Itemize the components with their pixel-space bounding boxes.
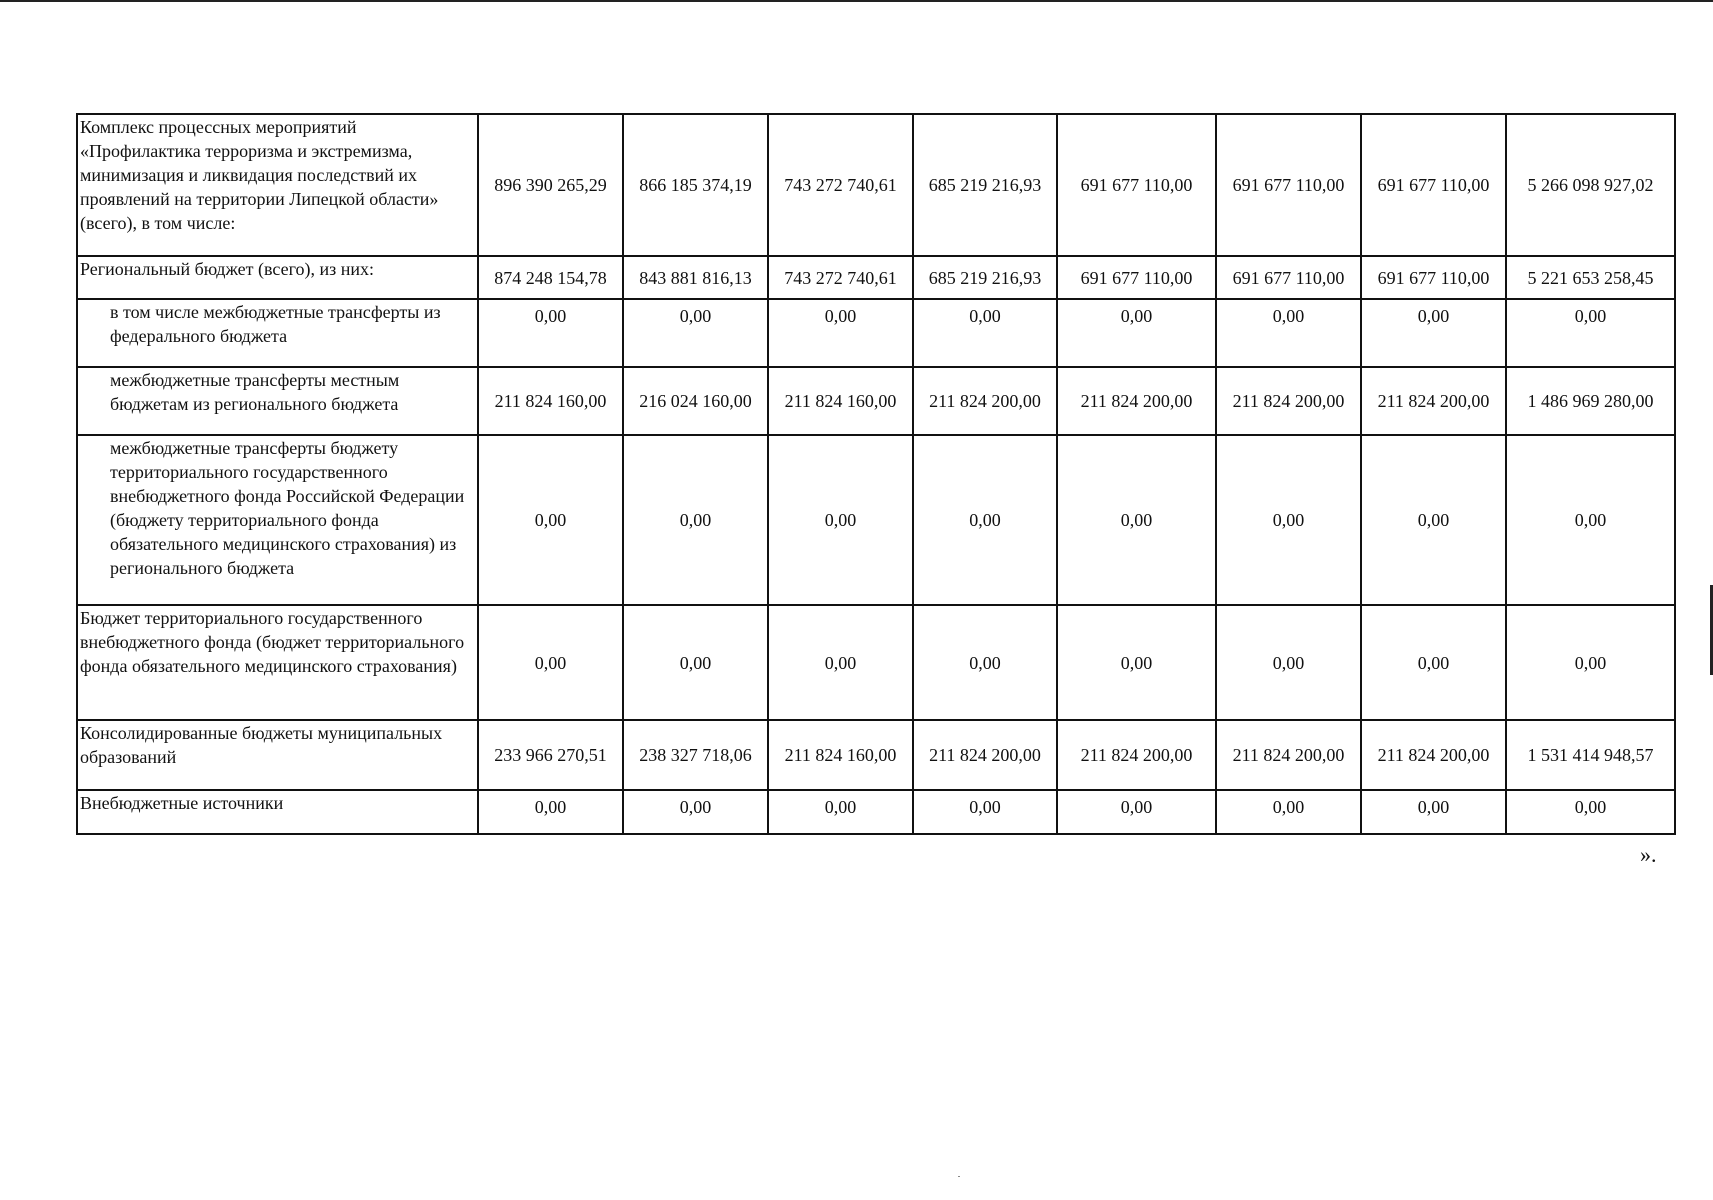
value-cell: 0,00 [1057,435,1216,605]
value-cell: 691 677 110,00 [1216,114,1361,256]
value-cell: 0,00 [623,435,768,605]
value-cell: 0,00 [478,605,623,720]
value-cell: 896 390 265,29 [478,114,623,256]
value-cell: 691 677 110,00 [1216,256,1361,299]
value-cell: 743 272 740,61 [768,114,913,256]
value-cell: 0,00 [623,299,768,367]
value-cell: 1 486 969 280,00 [1506,367,1675,435]
value-cell: 0,00 [1216,299,1361,367]
value-cell: 843 881 816,13 [623,256,768,299]
value-cell: 211 824 160,00 [768,367,913,435]
value-cell: 211 824 200,00 [1361,720,1506,790]
row-label: Комплекс процессных мероприятий «Профилактика терроризма и экстремизма, минимизация и ликвидация последствий их проявлений на территории Липецкой области» (всего), в том числе: [77,114,478,256]
value-cell: 211 824 160,00 [768,720,913,790]
value-cell: 5 266 098 927,02 [1506,114,1675,256]
table-row-municipal-budgets [77,720,1675,790]
value-cell: 211 824 160,00 [478,367,623,435]
value-cell: 211 824 200,00 [1216,367,1361,435]
value-cell: 0,00 [768,299,913,367]
row-label: межбюджетные трансферты бюджету территориального государственного внебюджетного фонда Российской Федерации (бюджету территориального фонда обязательного медицинского страхования) из регионального бюджета [77,435,478,605]
value-cell: 0,00 [1361,790,1506,834]
value-cell: 0,00 [913,299,1057,367]
value-cell: 691 677 110,00 [1057,114,1216,256]
scan-speck [958,1176,960,1177]
budget-table [76,113,1676,835]
table-row-federal-transfers [77,299,1675,367]
value-cell: 0,00 [1361,605,1506,720]
value-cell: 0,00 [913,435,1057,605]
value-cell: 0,00 [768,605,913,720]
value-cell: 0,00 [1216,605,1361,720]
value-cell: 0,00 [768,790,913,834]
row-label: Региональный бюджет (всего), из них: [77,256,478,299]
value-cell: 691 677 110,00 [1361,114,1506,256]
value-cell: 1 531 414 948,57 [1506,720,1675,790]
value-cell: 0,00 [1506,790,1675,834]
value-cell: 0,00 [1057,605,1216,720]
value-cell: 211 824 200,00 [1361,367,1506,435]
value-cell: 216 024 160,00 [623,367,768,435]
closing-quote: ». [1640,842,1657,867]
value-cell: 866 185 374,19 [623,114,768,256]
table-row-regional-budget [77,256,1675,299]
row-label: в том числе межбюджетные трансферты из федерального бюджета [77,299,478,367]
value-cell: 685 219 216,93 [913,256,1057,299]
value-cell: 0,00 [478,790,623,834]
value-cell: 0,00 [623,790,768,834]
value-cell: 211 824 200,00 [1216,720,1361,790]
scan-top-edge [0,0,1713,2]
table-row-fund-transfers [77,435,1675,605]
value-cell: 0,00 [623,605,768,720]
value-cell: 233 966 270,51 [478,720,623,790]
table-row-extrabudgetary [77,790,1675,834]
value-cell: 0,00 [1057,790,1216,834]
table-row-local-transfers [77,367,1675,435]
value-cell: 0,00 [768,435,913,605]
row-label: Внебюджетные источники [77,790,478,834]
value-cell: 0,00 [1506,435,1675,605]
value-cell: 0,00 [913,790,1057,834]
value-cell: 0,00 [1216,790,1361,834]
value-cell: 0,00 [1506,299,1675,367]
value-cell: 211 824 200,00 [1057,367,1216,435]
value-cell: 211 824 200,00 [913,720,1057,790]
value-cell: 0,00 [478,299,623,367]
value-cell: 685 219 216,93 [913,114,1057,256]
value-cell: 0,00 [913,605,1057,720]
row-label: Консолидированные бюджеты муниципальных образований [77,720,478,790]
value-cell: 238 327 718,06 [623,720,768,790]
value-cell: 0,00 [1506,605,1675,720]
table-row-program-total [77,114,1675,256]
value-cell: 211 824 200,00 [1057,720,1216,790]
value-cell: 0,00 [1361,435,1506,605]
table-row-fund-budget [77,605,1675,720]
value-cell: 0,00 [1216,435,1361,605]
value-cell: 0,00 [1361,299,1506,367]
value-cell: 5 221 653 258,45 [1506,256,1675,299]
value-cell: 0,00 [1057,299,1216,367]
value-cell: 743 272 740,61 [768,256,913,299]
value-cell: 211 824 200,00 [913,367,1057,435]
value-cell: 691 677 110,00 [1361,256,1506,299]
row-label: межбюджетные трансферты местным бюджетам из регионального бюджета [77,367,478,435]
value-cell: 0,00 [478,435,623,605]
value-cell: 874 248 154,78 [478,256,623,299]
value-cell: 691 677 110,00 [1057,256,1216,299]
row-label: Бюджет территориального государственного внебюджетного фонда (бюджет территориального фонда обязательного медицинского страхования) [77,605,478,720]
